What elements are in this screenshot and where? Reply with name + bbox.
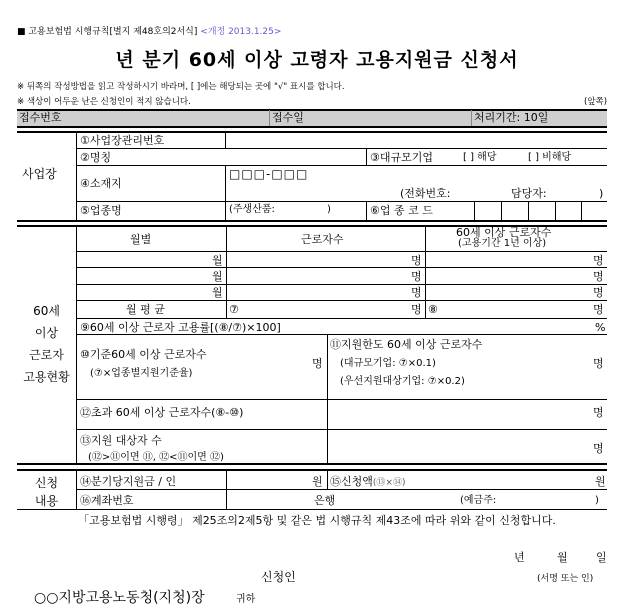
declaration-text: 「고용보험법 시행령」 제25조의2제5항 및 같은 법 시행규칙 제43조에 따라 위와 같이 신청합니다. [78,514,556,527]
month-row-1-seniors-unit: 명 [593,254,604,267]
senior-workers-column-header: 60세 이상 근로자수 [456,226,552,239]
business-name-label: ②명칭 [80,151,112,164]
date-day-label: 일 [596,551,607,564]
receipt-date-label: 접수일 [272,111,304,124]
account-number-label: ⑯계좌번호 [80,494,134,507]
depositor-label: (예금주: [460,495,497,506]
business-section-label: 사업장 [22,167,57,181]
senior-workers-column-subheader: (고용기간 1년 이상) [458,238,547,249]
monthly-average-label: 월 평 균 [126,303,165,316]
revision-label: <개정 2013.1.25> [200,27,282,37]
workers-column-header: 근로자수 [301,233,344,246]
zip-code-boxes[interactable]: □□□-□□□ [229,167,309,181]
base-senior-workers-unit: 명 [312,357,323,370]
avg-total-workers-unit: 명 [411,303,422,316]
month-row-1-label: 월 [212,254,223,267]
large-company-not-applicable-checkbox[interactable]: [ ] 비해당 [528,152,572,163]
month-row-3-seniors-unit: 명 [593,286,604,299]
application-amount-formula: (⑬×⑭) [372,478,406,488]
page-side-label: (앞쪽) [584,97,608,107]
month-row-1-workers-unit: 명 [411,254,422,267]
avg-senior-workers-marker: ⑧ [428,303,438,316]
manager-label: 담당자: [511,187,547,200]
date-month-label: 월 [557,551,568,564]
large-company-applicable-checkbox[interactable]: [ ] 해당 [463,152,497,163]
applicant-label: 신청인 [261,570,296,584]
base-senior-workers-formula: (⑦×업종별지원기준율) [90,368,193,379]
quarterly-support-unit: 원 [312,475,323,488]
phone-close-paren: ) [599,187,604,200]
application-amount-unit: 원 [595,475,606,488]
recipient-office: ○○지방고용노동청(지청)장 [34,590,205,606]
month-column-header: 월별 [130,233,152,246]
main-product-label: (주생산품: [229,204,275,215]
main-product-close-paren: ) [327,204,331,215]
application-amount-label: ⑮신청액(⑬×⑭) [330,475,406,488]
month-row-3-label: 월 [212,286,223,299]
support-target-unit: 명 [593,442,604,455]
employment-rate-unit: % [595,321,606,334]
industry-name-label: ⑤업종명 [80,204,122,217]
avg-total-workers-marker: ⑦ [229,303,239,316]
excess-senior-workers-unit: 명 [593,406,604,419]
bank-label: 은행 [314,494,336,507]
regulation-label: ■ 고용보험법 시행규칙[별지 제48호의2서식] <개정 2013.1.25> [17,27,282,37]
support-limit-unit: 명 [593,357,604,370]
large-company-label: ③대규모기업 [370,151,433,164]
instruction-note: ※ 뒤쪽의 작성방법을 읽고 작성하시기 바라며, [ ]에는 해당되는 곳에 "√" 표시를 합니다. [17,82,345,92]
month-row-3-workers-unit: 명 [411,286,422,299]
business-mgmt-number-label: ①사업장관리번호 [80,134,165,147]
date-year-label: 년 [514,551,525,564]
quarterly-support-label: ⑭분기당지원금 / 인 [80,475,177,488]
avg-senior-workers-unit: 명 [593,303,604,316]
base-senior-workers-label: ⑩기준60세 이상 근로자수 [80,348,207,361]
month-row-2-label: 월 [212,270,223,283]
support-target-label: ⑬지원 대상자 수 [80,434,162,447]
support-target-formula: (⑫>⑪이면 ⑪, ⑫<⑪이면 ⑫) [88,452,224,463]
support-limit-large-formula: (대규모기업: ⑦×0.1) [340,358,436,369]
form-title: 년 분기 60세 이상 고령자 고용지원금 신청서 [115,49,519,71]
receipt-number-label: 접수번호 [19,111,62,124]
application-section-label: 신청 내용 [34,476,59,508]
employment-rate-label: ⑨60세 이상 근로자 고용률[(⑧/⑦)×100] [80,321,281,334]
signature-label: (서명 또는 인) [537,574,594,584]
month-row-2-workers-unit: 명 [411,270,422,283]
recipient-suffix: 귀하 [236,594,256,605]
address-label: ④소재지 [80,177,122,190]
phone-label: (전화번호: [400,187,451,200]
shaded-note: ※ 색상이 어두운 난은 신청인이 적지 않습니다. [17,97,191,107]
support-limit-label: ⑪지원한도 60세 이상 근로자수 [330,338,483,351]
depositor-close-paren: ) [595,495,599,506]
support-limit-priority-formula: (우선지원대상기업: ⑦×0.2) [340,376,465,387]
processing-period-label: 처리기간: 10일 [474,111,549,124]
excess-senior-workers-label: ⑫초과 60세 이상 근로자수(⑧-⑩) [80,406,244,419]
status-section-label: 60세 이상 근로자 고용현황 [23,304,70,384]
industry-code-label: ⑥업 종 코 드 [370,204,433,217]
month-row-2-seniors-unit: 명 [593,270,604,283]
